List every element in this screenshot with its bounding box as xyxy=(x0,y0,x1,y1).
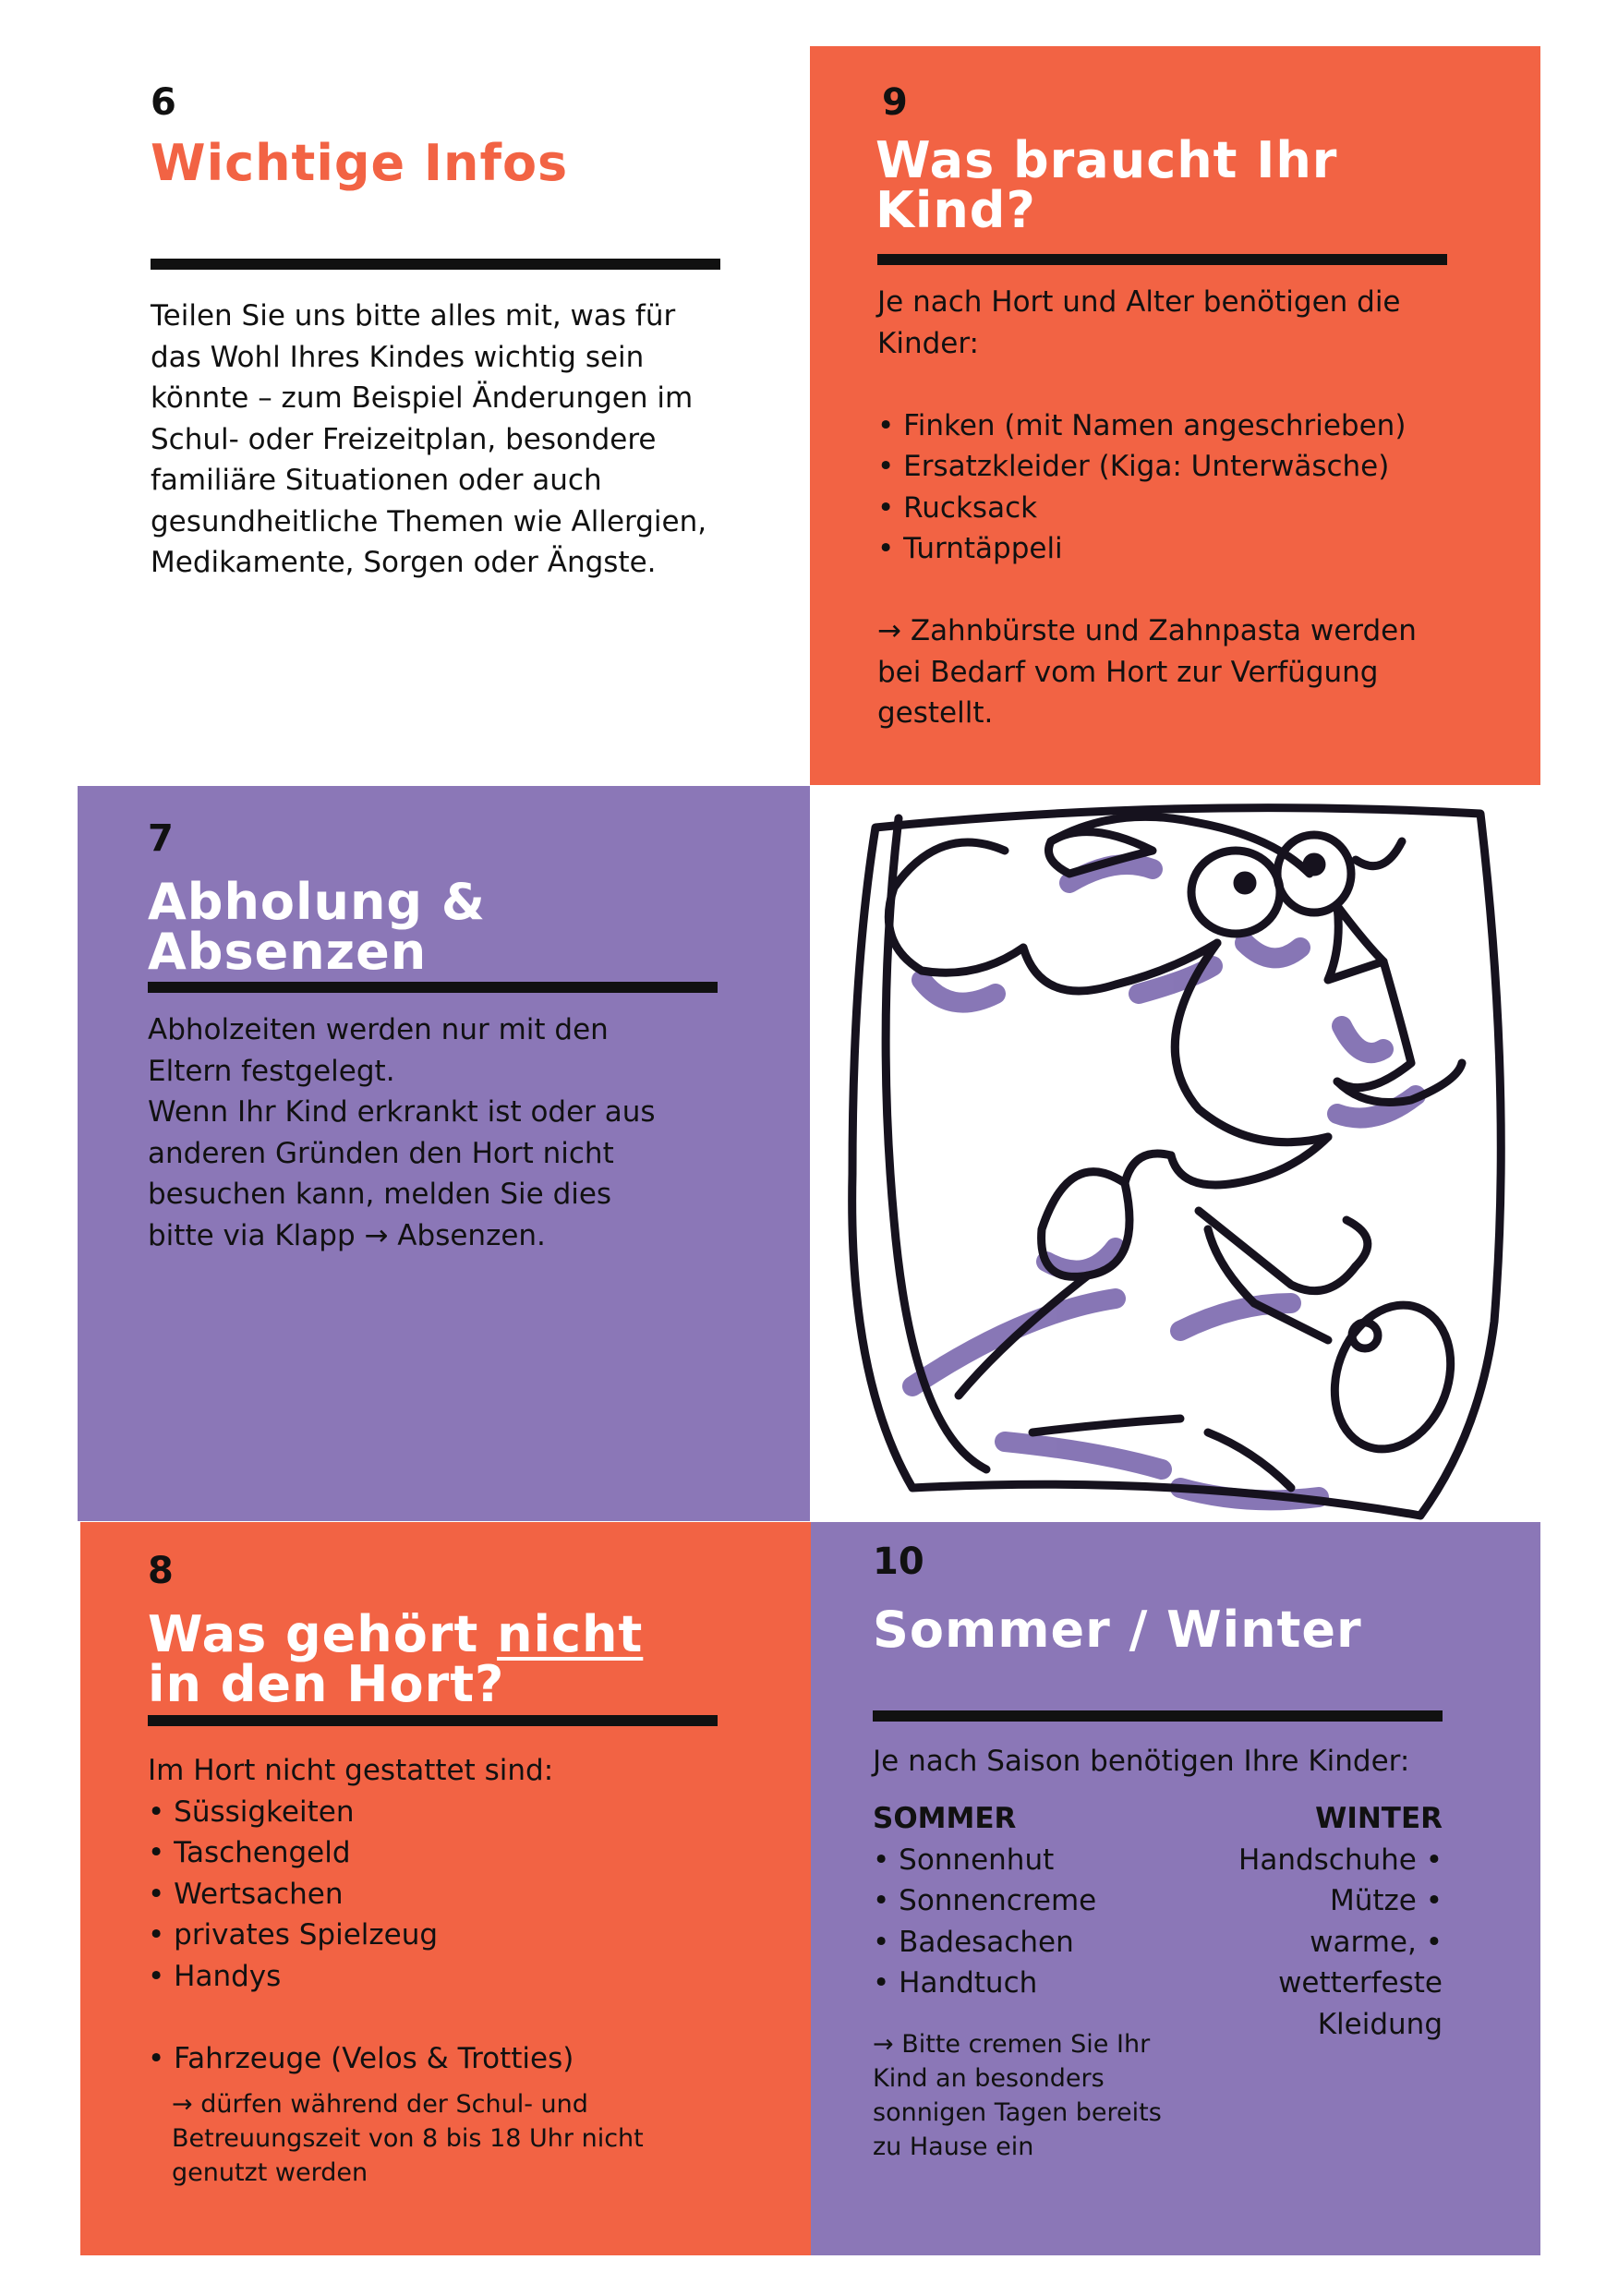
note-line: Betreuungszeit von 8 bis 18 Uhr nicht xyxy=(172,2124,644,2153)
text-line: anderen Gründen den Hort nicht xyxy=(148,1136,614,1170)
text-line: • privates Spielzeug xyxy=(148,1918,439,1952)
list-item: wetterfeste xyxy=(1278,1966,1443,2000)
title-underline xyxy=(873,1710,1443,1722)
winter-heading: WINTER xyxy=(1315,1802,1443,1835)
section-title: Sommer / Winter xyxy=(873,1601,1362,1659)
title-line: Abholung & xyxy=(148,873,486,931)
section-title xyxy=(148,873,486,981)
title-underline xyxy=(877,254,1447,265)
note-line: → Bitte cremen Sie Ihr xyxy=(873,2030,1151,2059)
text-line: • Taschengeld xyxy=(148,1836,351,1869)
note-line: genutzt werden xyxy=(172,2158,368,2187)
text-line: familiäre Situationen oder auch xyxy=(151,464,602,497)
title-underline xyxy=(148,1715,718,1726)
text-line: Medikamente, Sorgen oder Ängste. xyxy=(151,546,657,579)
text-line: bitte via Klapp → Absenzen. xyxy=(148,1218,546,1252)
title-line: Absenzen xyxy=(148,923,428,981)
section-body xyxy=(148,1750,574,2079)
text-line: • Fahrzeuge (Velos & Trotties) xyxy=(148,2041,574,2075)
section-body xyxy=(151,296,706,584)
text-line: Eltern festgelegt. xyxy=(148,1054,395,1088)
section-number: 8 xyxy=(148,1550,174,1592)
title-line xyxy=(148,1605,644,1663)
text-line: • Turntäppeli xyxy=(877,532,1063,565)
mouse-drawing-icon xyxy=(811,786,1540,1521)
list-item: Kleidung xyxy=(1317,2007,1443,2041)
section-note xyxy=(873,2027,1162,2164)
title-line: Kind? xyxy=(875,181,1036,239)
list-item: • Sonnencreme xyxy=(873,1884,1097,1917)
text-line: gestellt. xyxy=(877,696,994,730)
text-line: könnte – zum Beispiel Änderungen im xyxy=(151,381,694,415)
note-line: → dürfen während der Schul- und xyxy=(172,2090,588,2119)
note-line: sonnigen Tagen bereits xyxy=(873,2098,1162,2127)
note-line: zu Hause ein xyxy=(873,2133,1034,2161)
title-underline xyxy=(151,259,720,270)
text-line: • Süssigkeiten xyxy=(148,1795,355,1829)
section-note xyxy=(172,2087,644,2190)
text-line: Teilen Sie uns bitte alles mit, was für xyxy=(151,299,676,332)
text-line: → Zahnbürste und Zahnpasta werden xyxy=(877,614,1417,647)
list-item: Handschuhe • xyxy=(1238,1843,1443,1877)
section-title xyxy=(875,131,1338,239)
text-line: das Wohl Ihres Kindes wichtig sein xyxy=(151,340,645,374)
text-line: • Wertsachen xyxy=(148,1877,344,1911)
section-number: 10 xyxy=(873,1541,924,1583)
list-item: • Sonnenhut xyxy=(873,1843,1055,1877)
text-line xyxy=(877,364,1417,405)
title-emphasis: nicht xyxy=(497,1605,644,1663)
text-line xyxy=(148,1997,574,2038)
text-line: • Ersatzkleider (Kiga: Unterwäsche) xyxy=(877,450,1390,483)
section-title xyxy=(148,1605,644,1713)
title-line: Was braucht Ihr xyxy=(875,131,1338,189)
text-line: • Handys xyxy=(148,1959,282,1993)
text-line xyxy=(877,570,1417,611)
title-text: Was gehört xyxy=(148,1605,498,1663)
text-line: Schul- oder Freizeitplan, besondere xyxy=(151,422,657,456)
text-line: • Finken (mit Namen angeschrieben) xyxy=(877,408,1407,442)
summer-heading: SOMMER xyxy=(873,1802,1017,1835)
text-line: Abholzeiten werden nur mit den xyxy=(148,1013,609,1046)
section-number: 9 xyxy=(882,81,908,124)
section-body xyxy=(148,1009,656,1256)
text-line: besuchen kann, melden Sie dies xyxy=(148,1178,612,1211)
text-line: bei Bedarf vom Hort zur Verfügung xyxy=(877,655,1379,689)
winter-column xyxy=(1099,1798,1443,2045)
list-item: • Handtuch xyxy=(873,1966,1038,2000)
text-line: Je nach Hort und Alter benötigen die xyxy=(877,285,1401,319)
list-item: Mütze • xyxy=(1329,1884,1443,1917)
list-item: • Badesachen xyxy=(873,1925,1074,1959)
section-number: 6 xyxy=(151,81,176,124)
text-line: Kinder: xyxy=(877,326,979,360)
section-number: 7 xyxy=(148,817,174,860)
title-line: in den Hort? xyxy=(148,1655,505,1713)
title-underline xyxy=(148,982,718,993)
note-line: Kind an besonders xyxy=(873,2064,1105,2093)
season-intro: Je nach Saison benötigen Ihre Kinder: xyxy=(873,1745,1410,1778)
section-body xyxy=(877,282,1417,734)
text-line: • Rucksack xyxy=(877,490,1038,525)
list-item: warme, • xyxy=(1310,1925,1443,1959)
summer-column xyxy=(873,1798,1096,2004)
text-line: Wenn Ihr Kind erkrankt ist oder aus xyxy=(148,1095,656,1129)
text-line: Im Hort nicht gestattet sind: xyxy=(148,1754,554,1787)
text-line: gesundheitliche Themen wie Allergien, xyxy=(151,504,707,538)
section-title: Wichtige Infos xyxy=(151,134,569,192)
